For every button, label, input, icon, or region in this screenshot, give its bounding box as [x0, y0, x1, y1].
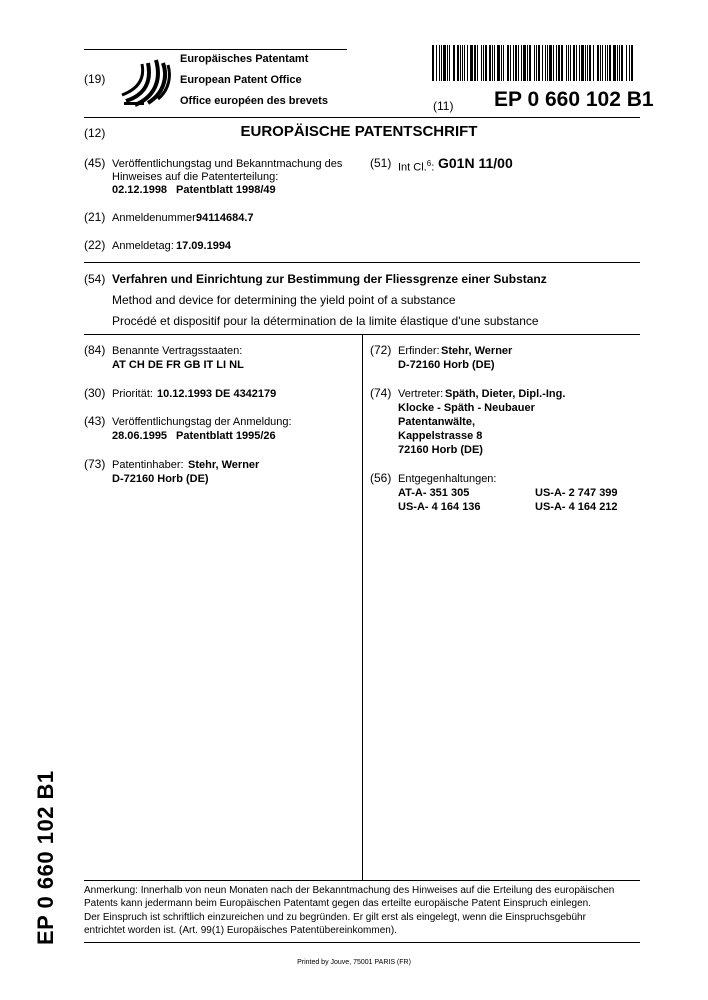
field-30-label: Priorität:	[112, 388, 153, 400]
code-54: (54)	[84, 272, 106, 286]
publication-number: EP 0 660 102 B1	[494, 88, 654, 111]
field-74-line: Späth, Dieter, Dipl.-Ing.	[445, 388, 566, 400]
barcode-icon	[432, 45, 636, 81]
field-45-label-1: Veröffentlichungstag und Bekanntmachung des	[112, 158, 343, 170]
code-72: (72)	[370, 343, 392, 357]
citation: US-A- 4 164 212	[535, 501, 618, 513]
field-74-line: Patentanwälte,	[398, 416, 476, 428]
code-73: (73)	[84, 457, 106, 471]
field-43-label: Veröffentlichungstag der Anmeldung:	[112, 416, 292, 428]
note-line: entrichtet worden ist. (Art. 99(1) Europäisches Patentübereinkommen).	[84, 924, 397, 936]
office-name-de: Europäisches Patentamt	[180, 53, 309, 65]
field-72-name: Stehr, Werner	[441, 345, 513, 357]
field-51-value: G01N 11/00	[438, 155, 513, 171]
field-21-label: Anmeldenummer:	[112, 212, 199, 224]
title-fr: Procédé et dispositif pour la détermination de la limite élastique d'une substance	[112, 314, 539, 328]
field-22-value: 17.09.1994	[176, 240, 232, 252]
citation: US-A- 2 747 399	[535, 487, 618, 499]
field-73-name: Stehr, Werner	[188, 459, 260, 471]
header-bottom-rule	[84, 117, 640, 118]
field-73-label: Patentinhaber:	[112, 459, 184, 471]
code-21: (21)	[84, 210, 106, 224]
office-name-en: European Patent Office	[180, 74, 302, 86]
epo-logo-icon	[118, 55, 174, 107]
field-84-label: Benannte Vertragsstaaten:	[112, 345, 243, 357]
opposition-note	[84, 884, 644, 937]
field-74-line: Kappelstrasse 8	[398, 430, 483, 442]
field-72-address: D-72160 Horb (DE)	[398, 359, 495, 371]
code-45: (45)	[84, 156, 106, 170]
title-en: Method and device for determining the yield point of a substance	[112, 293, 456, 307]
note-line: Der Einspruch ist schriftlich einzureichen und zu begründen. Er gilt erst als eingelegt, wenn die Einspruchsgebühr	[84, 911, 586, 923]
code-30: (30)	[84, 386, 106, 400]
field-74-line: Klocke - Späth - Neubauer	[398, 402, 535, 414]
field-51-label	[398, 157, 434, 175]
code-74: (74)	[370, 386, 392, 400]
field-30-value: 10.12.1993 DE 4342179	[157, 388, 277, 400]
field-51-label-suffix: :	[431, 161, 435, 174]
code-12: (12)	[84, 126, 106, 140]
rule-above-note	[84, 880, 640, 881]
field-21-value: 94114684.7	[196, 212, 254, 224]
note-line: Anmerkung: Innerhalb von neun Monaten nach der Bekanntmachung des Hinweises auf die Erteilung des europäischen	[84, 885, 615, 896]
note-line: Patents kann jedermann beim Europäischen Patentamt gegen das erteilte europäische Patent Einspruch einlegen.	[84, 898, 591, 910]
field-84-value: AT CH DE FR GB IT LI NL	[112, 359, 244, 371]
citation: AT-A- 351 305	[398, 487, 470, 499]
code-51: (51)	[370, 156, 392, 170]
code-22: (22)	[84, 238, 106, 252]
field-72-label: Erfinder:	[398, 345, 440, 357]
field-45-bulletin: Patentblatt 1998/49	[176, 184, 276, 196]
field-73-address: D-72160 Horb (DE)	[112, 473, 209, 485]
code-43: (43)	[84, 414, 106, 428]
field-43-bulletin: Patentblatt 1995/26	[176, 430, 276, 442]
sidebar-publication-number: EP 0 660 102 B1	[33, 770, 58, 945]
rule-below-note	[84, 942, 640, 943]
field-51-superscript: 6	[426, 159, 432, 168]
code-84: (84)	[84, 343, 106, 357]
column-divider	[362, 334, 363, 880]
field-45-label-2: Hinweises auf die Patenterteilung:	[112, 171, 279, 183]
field-45-date: 02.12.1998	[112, 184, 168, 196]
rule-above-title	[84, 262, 640, 263]
field-74-line: 72160 Horb (DE)	[398, 444, 483, 456]
field-56-label: Entgegenhaltungen:	[398, 473, 497, 485]
printer-credit: Printed by Jouve, 75001 PARIS (FR)	[297, 959, 411, 966]
field-74-label: Vertreter:	[398, 388, 444, 400]
document-type-title: EUROPÄISCHE PATENTSCHRIFT	[240, 123, 478, 140]
code-11: (11)	[433, 99, 454, 113]
office-name-fr: Office européen des brevets	[180, 95, 328, 107]
title-de: Verfahren und Einrichtung zur Bestimmung der Fliessgrenze einer Substanz	[112, 272, 547, 286]
header-top-rule	[84, 49, 347, 50]
field-51-label-text: Int Cl.	[398, 161, 427, 174]
field-22-label: Anmeldetag:	[112, 240, 174, 252]
code-56: (56)	[370, 471, 392, 485]
citation: US-A- 4 164 136	[398, 501, 481, 513]
code-19: (19)	[84, 72, 106, 86]
field-43-date: 28.06.1995	[112, 430, 168, 442]
